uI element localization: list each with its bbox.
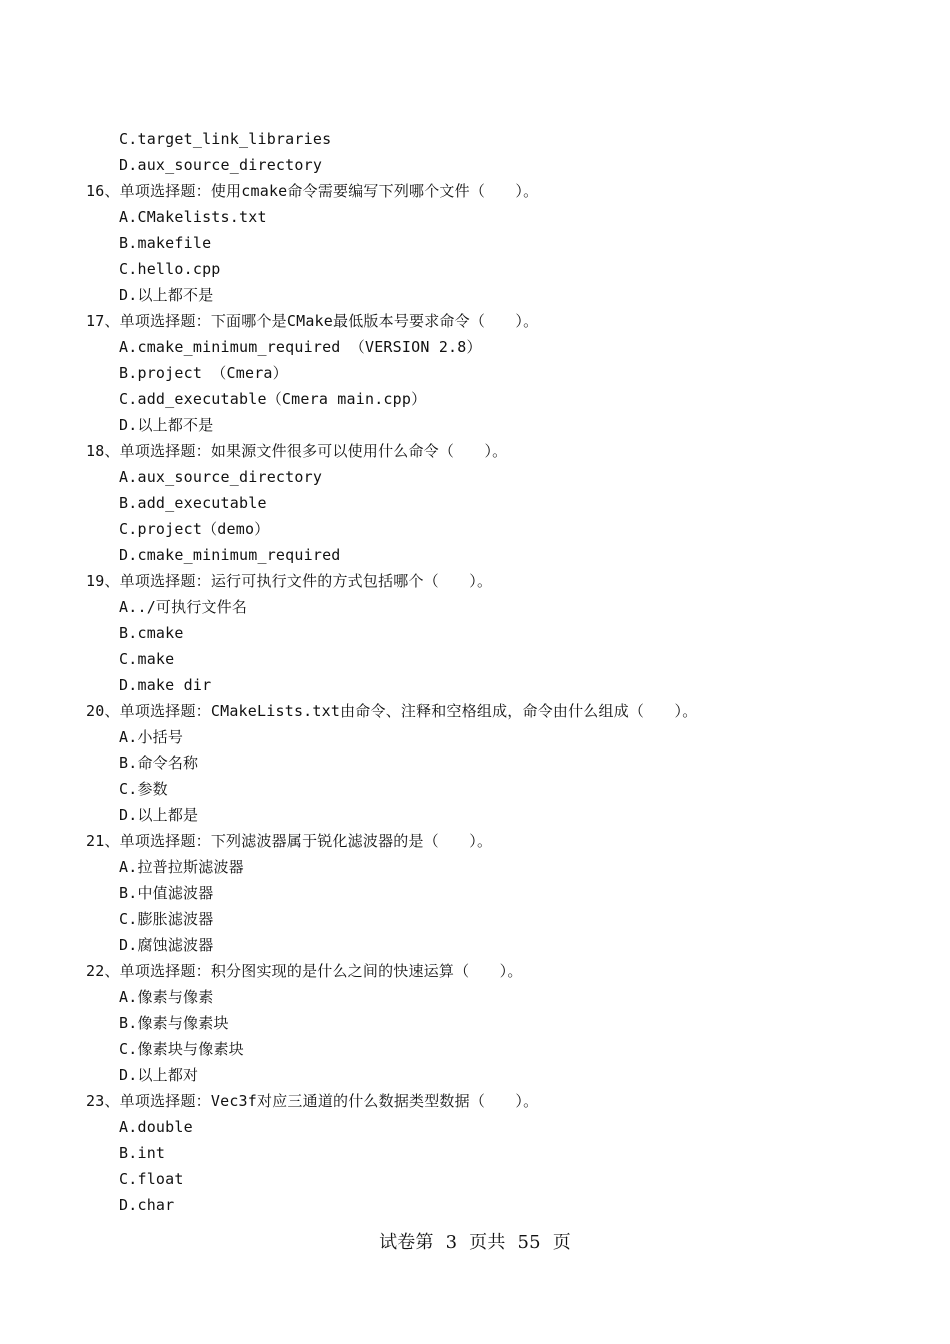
question-23-option-a: A.double: [119, 1118, 193, 1136]
question-20-option-b: B.命令名称: [119, 754, 199, 772]
question-21-stem: 21、单项选择题：下列滤波器属于锐化滤波器的是（ ）。: [86, 832, 493, 850]
question-21-option-a: A.拉普拉斯滤波器: [119, 858, 244, 876]
question-20-option-d: D.以上都是: [119, 806, 199, 824]
question-23-stem: 23、单项选择题：Vec3f对应三通道的什么数据类型数据（ ）。: [86, 1092, 539, 1110]
option-d-prev: D.aux_source_directory: [119, 156, 323, 174]
question-23-option-d: D.char: [119, 1196, 175, 1214]
question-list: [0, 126, 950, 1218]
question-19-option-a: A../可执行文件名: [119, 598, 248, 616]
question-19-option-d: D.make dir: [119, 676, 212, 694]
question-22-option-a: A.像素与像素: [119, 988, 214, 1006]
question-16-option-c: C.hello.cpp: [119, 260, 221, 278]
question-16-option-a: A.CMakelists.txt: [119, 208, 267, 226]
question-19-stem: 19、单项选择题：运行可执行文件的方式包括哪个（ ）。: [86, 572, 493, 590]
question-21-option-b: B.中值滤波器: [119, 884, 214, 902]
question-22-option-d: D.以上都对: [119, 1066, 199, 1084]
question-22-option-c: C.像素块与像素块: [119, 1040, 244, 1058]
question-23-option-b: B.int: [119, 1144, 166, 1162]
question-21-option-d: D.腐蚀滤波器: [119, 936, 214, 954]
question-20-option-a: A.小括号: [119, 728, 184, 746]
question-19-option-b: B.cmake: [119, 624, 184, 642]
question-16-option-b: B.makefile: [119, 234, 212, 252]
question-20-option-c: C.参数: [119, 780, 168, 798]
question-18-option-a: A.aux_source_directory: [119, 468, 323, 486]
question-22-stem: 22、单项选择题：积分图实现的是什么之间的快速运算（ ）。: [86, 962, 523, 980]
question-20-stem: 20、单项选择题：CMakeLists.txt由命令、注释和空格组成，命令由什么组成（ ）。: [86, 702, 698, 720]
question-16-option-d: D.以上都不是: [119, 286, 214, 304]
question-17-option-b: B.project （Cmera）: [119, 364, 288, 382]
question-22-option-b: B.像素与像素块: [119, 1014, 229, 1032]
question-16-stem: 16、单项选择题：使用cmake命令需要编写下列哪个文件（ ）。: [86, 182, 539, 200]
question-18-option-d: D.cmake_minimum_required: [119, 546, 341, 564]
question-18-stem: 18、单项选择题：如果源文件很多可以使用什么命令（ ）。: [86, 442, 508, 460]
question-18-option-c: C.project（demo）: [119, 520, 270, 538]
question-17-stem: 17、单项选择题：下面哪个是CMake最低版本号要求命令（ ）。: [86, 312, 539, 330]
question-19-option-c: C.make: [119, 650, 175, 668]
question-21-option-c: C.膨胀滤波器: [119, 910, 214, 928]
question-18-option-b: B.add_executable: [119, 494, 267, 512]
question-17-option-d: D.以上都不是: [119, 416, 214, 434]
question-17-option-a: A.cmake_minimum_required （VERSION 2.8）: [119, 338, 482, 356]
question-17-option-c: C.add_executable（Cmera main.cpp）: [119, 390, 427, 408]
option-c-prev: C.target_link_libraries: [119, 130, 332, 148]
question-23-option-c: C.float: [119, 1170, 184, 1188]
page-footer: 试卷第 3 页共 55 页: [379, 1232, 571, 1253]
